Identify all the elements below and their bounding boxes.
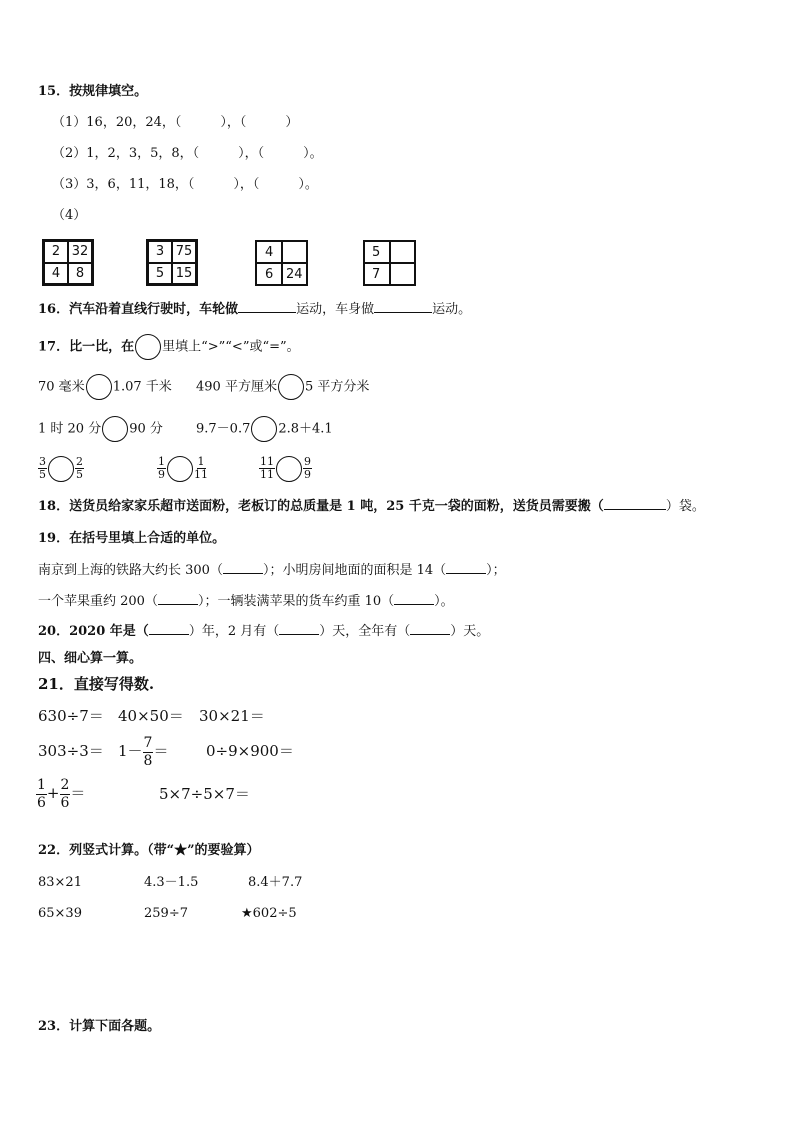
pattern-grid-4: [363, 240, 416, 286]
compare-circle[interactable]: [251, 416, 277, 442]
q17-row2-right: [196, 416, 333, 443]
compare-circle[interactable]: [135, 334, 161, 360]
grid-cell: 4: [256, 241, 282, 263]
answer-blank[interactable]: [223, 573, 263, 574]
grid-cell: 8: [68, 263, 92, 285]
q20-text-c: ）天，全年有（: [319, 624, 411, 639]
q16-text-a: 16．汽车沿着直线行驶时，车轮做: [38, 302, 239, 317]
fraction: $\frac{1}{9}$: [158, 455, 165, 481]
q17-row1-left: [38, 374, 172, 401]
q19-l2c: ）。: [434, 594, 454, 609]
compare-circle[interactable]: [278, 374, 304, 400]
q19-l2a: 一个苹果重约 200（: [38, 594, 158, 609]
q22-e5: 259÷7: [144, 906, 188, 921]
compare-circle[interactable]: [48, 456, 74, 482]
q21-e6: 0÷9×900＝: [206, 742, 294, 760]
q17-r2c: 9.7－0.7: [196, 421, 251, 437]
q17-r1c: 490 平方厘米: [196, 379, 277, 395]
pattern-grid-2: [146, 239, 198, 286]
q18-text-a: 18．送货员给家家乐超市送面粉，老板订的总质量是 1 吨，25 千克一袋的面粉，送货员需要搬（: [38, 499, 604, 514]
q19-title: 19．在括号里填上合适的单位。: [38, 531, 226, 546]
q17-r1d: 5 平方分米: [304, 379, 370, 395]
q22-e6: ★602÷5: [241, 906, 297, 921]
q21-e5: [118, 733, 168, 770]
q17-row3-b: [157, 454, 208, 484]
q21-e8: 5×7÷5×7＝: [159, 785, 250, 803]
q17-row2-left: [38, 416, 163, 443]
q21-e7-eq: ＝: [70, 784, 86, 802]
q22-e3: 8.4＋7.7: [248, 875, 303, 890]
q21-e7: [36, 774, 85, 812]
grid-cell: 15: [172, 263, 196, 285]
q20-text-a: 20．2020 年是（: [38, 624, 149, 639]
grid-cell: 2: [44, 241, 68, 263]
grid-cell: 6: [256, 263, 282, 285]
grid-cell: 7: [364, 263, 390, 285]
answer-blank[interactable]: [238, 312, 296, 313]
q21-e4: 303÷3＝: [38, 742, 104, 760]
q16-text-b: 运动，车身做: [296, 302, 375, 317]
q17-r2b: 90 分: [129, 421, 163, 437]
q20-text-b: ）年，2 月有（: [188, 624, 280, 639]
q18: [38, 499, 705, 515]
q21-e1: 630÷7＝: [38, 707, 104, 725]
q17-row3-a: [38, 454, 84, 484]
q15-line3: （3）3，6，11，18，（ ），（ ）。: [52, 177, 318, 192]
q20: [38, 624, 489, 640]
q17-row3-c: [259, 454, 312, 484]
q22-title: 22．列竖式计算。（带“★”的要验算）: [38, 843, 260, 858]
q20-text-d: ）天。: [450, 624, 490, 639]
fraction: $\frac{1}{11}$: [194, 455, 208, 481]
q17-r1b: 1.07 千米: [112, 379, 172, 395]
q21-e5-eq: ＝: [153, 742, 169, 760]
grid-cell: [390, 241, 416, 263]
q17-title: [38, 334, 300, 361]
q17-title-a: 17．比一比，在: [38, 339, 135, 355]
grid-cell: 3: [148, 241, 172, 263]
answer-blank[interactable]: [149, 634, 189, 635]
compare-circle[interactable]: [102, 416, 128, 442]
q16: [38, 302, 471, 318]
compare-circle[interactable]: [276, 456, 302, 482]
q15-line2: （2）1，2，3，5，8，（ ），（ ）。: [52, 146, 323, 161]
fraction: $\frac{1}{6}$: [37, 776, 46, 811]
q19-line2: [38, 594, 454, 610]
q17-r2d: 2.8＋4.1: [278, 421, 333, 437]
fraction: $\frac{2}{6}$: [60, 776, 70, 811]
q22-e2: 4.3－1.5: [144, 875, 199, 890]
q21-title: 21．直接写得数.: [38, 675, 155, 693]
q17-r2a: 1 时 20 分: [38, 421, 102, 437]
q21-e3: 30×21＝: [199, 707, 265, 725]
q17-title-b: 里填上“>”“<”或“=”。: [162, 339, 300, 355]
q21-e2: 40×50＝: [118, 707, 184, 725]
answer-blank[interactable]: [446, 573, 486, 574]
q17-row1-right: [196, 374, 369, 401]
grid-cell: [390, 263, 416, 285]
q16-text-c: 运动。: [432, 302, 472, 317]
fraction: $\frac{2}{5}$: [76, 455, 83, 481]
answer-blank[interactable]: [604, 509, 666, 510]
q21-e5-prefix: 1－: [118, 742, 143, 760]
q22-e4: 65×39: [38, 906, 82, 921]
answer-blank[interactable]: [374, 312, 432, 313]
compare-circle[interactable]: [86, 374, 112, 400]
fraction: $\frac{11}{11}$: [260, 455, 274, 481]
q15-line4: （4）: [52, 208, 87, 223]
answer-blank[interactable]: [279, 634, 319, 635]
pattern-grid-1: [42, 239, 94, 286]
answer-blank[interactable]: [158, 604, 198, 605]
q21-e7-plus: +: [46, 784, 60, 802]
answer-blank[interactable]: [410, 634, 450, 635]
section-heading: 四、细心算一算。: [38, 651, 143, 666]
q19-l1a: 南京到上海的铁路大约长 300（: [38, 563, 223, 578]
grid-cell: 5: [364, 241, 390, 263]
grid-cell: 5: [148, 263, 172, 285]
fraction: $\frac{9}{9}$: [304, 455, 311, 481]
grid-cell: [282, 241, 308, 263]
q15-line1: （1）16，20，24，（ ），（ ）: [52, 115, 299, 130]
pattern-grid-3: [255, 240, 308, 286]
q18-text-b: ）袋。: [665, 499, 705, 514]
q19-l1c: ）；: [486, 563, 506, 578]
q17-r1a: 70 毫米: [38, 379, 85, 395]
grid-cell: 4: [44, 263, 68, 285]
q15-title: 15．按规律填空。: [38, 84, 148, 99]
q19-line1: [38, 563, 506, 579]
compare-circle[interactable]: [167, 456, 193, 482]
q19-l2b: ）；一辆装满苹果的货车约重 10（: [197, 594, 395, 609]
q23-title: 23．计算下面各题。: [38, 1019, 161, 1034]
fraction: $\frac{7}{8}$: [143, 734, 153, 769]
grid-cell: 32: [68, 241, 92, 263]
fraction: $\frac{3}{5}$: [39, 455, 46, 481]
q22-e1: 83×21: [38, 875, 82, 890]
grid-cell: 24: [282, 263, 308, 285]
q19-l1b: ）；小明房间地面的面积是 14（: [262, 563, 447, 578]
grid-cell: 75: [172, 241, 196, 263]
answer-blank[interactable]: [394, 604, 434, 605]
